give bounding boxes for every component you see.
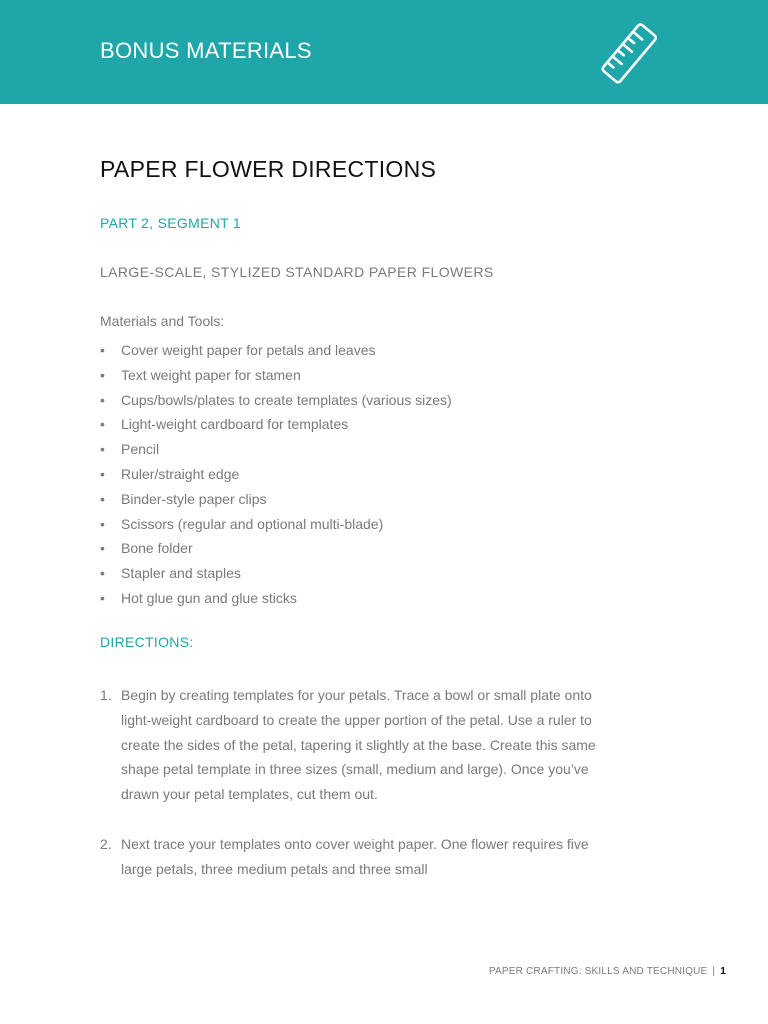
footer-book-title: PAPER CRAFTING: SKILLS AND TECHNIQUE — [488, 966, 708, 977]
ruler-icon — [596, 20, 664, 88]
step-item — [100, 832, 610, 882]
material-text: Hot glue gun and glue sticks — [121, 589, 297, 606]
directions-heading: DIRECTIONS: — [100, 634, 194, 650]
list-item — [100, 586, 452, 611]
materials-heading: Materials and Tools: — [100, 313, 225, 329]
list-item — [100, 412, 452, 437]
part-label: PART 2, SEGMENT 1 — [100, 215, 241, 231]
material-text: Stapler and staples — [121, 565, 241, 582]
list-item — [100, 536, 452, 561]
material-text: Binder-style paper clips — [121, 490, 267, 507]
step-number: 1. — [100, 687, 112, 703]
list-item — [100, 462, 452, 487]
list-item — [100, 388, 452, 413]
bullet: • — [100, 441, 105, 458]
material-text: Bone folder — [121, 540, 193, 557]
page-footer — [489, 966, 726, 977]
bullet: • — [100, 589, 105, 606]
materials-list — [100, 338, 452, 611]
header-title: BONUS MATERIALS — [100, 38, 312, 63]
bullet: • — [100, 366, 105, 383]
page-title: PAPER FLOWER DIRECTIONS — [100, 156, 437, 182]
list-item — [100, 437, 452, 462]
bullet: • — [100, 565, 105, 582]
list-item — [100, 512, 452, 537]
footer-separator: | — [712, 966, 716, 977]
step-text: Begin by creating templates for your petals. Trace a bowl or small plate onto light-weight cardboard to create the upper portion of the petal. Use a ruler to create the sides of the petal, tapering it slightly at the base. Create this same shape petal template in three sizes (small, medium and large). Once you’ve drawn your petal templates, cut them out. — [121, 687, 596, 803]
bullet: • — [100, 540, 105, 557]
bullet: • — [100, 465, 105, 482]
page-number: 1 — [720, 966, 726, 977]
material-text: Cover weight paper for petals and leaves — [121, 342, 376, 358]
bullet: • — [100, 515, 105, 532]
material-text: Pencil — [121, 441, 160, 458]
list-item — [100, 487, 452, 512]
material-text: Cups/bowls/plates to create templates (various sizes) — [121, 391, 452, 408]
step-text: Next trace your templates onto cover weight paper. One flower requires five large petals, three medium petals and three small — [121, 835, 589, 877]
bullet: • — [100, 391, 105, 408]
material-text: Ruler/straight edge — [121, 465, 240, 482]
subtitle: LARGE-SCALE, STYLIZED STANDARD PAPER FLOWERS — [100, 264, 494, 280]
list-item — [100, 338, 452, 363]
list-item — [100, 363, 452, 388]
bullet: • — [100, 490, 105, 507]
directions-steps — [100, 683, 610, 906]
header-band — [0, 0, 768, 104]
material-text: Light-weight cardboard for templates — [121, 416, 349, 433]
material-text: Scissors (regular and optional multi-blade) — [121, 515, 384, 532]
bullet: • — [100, 416, 105, 433]
material-text: Text weight paper for stamen — [121, 366, 301, 383]
step-number: 2. — [100, 835, 112, 852]
bullet: • — [100, 342, 105, 358]
list-item — [100, 561, 452, 586]
step-item — [100, 683, 610, 807]
